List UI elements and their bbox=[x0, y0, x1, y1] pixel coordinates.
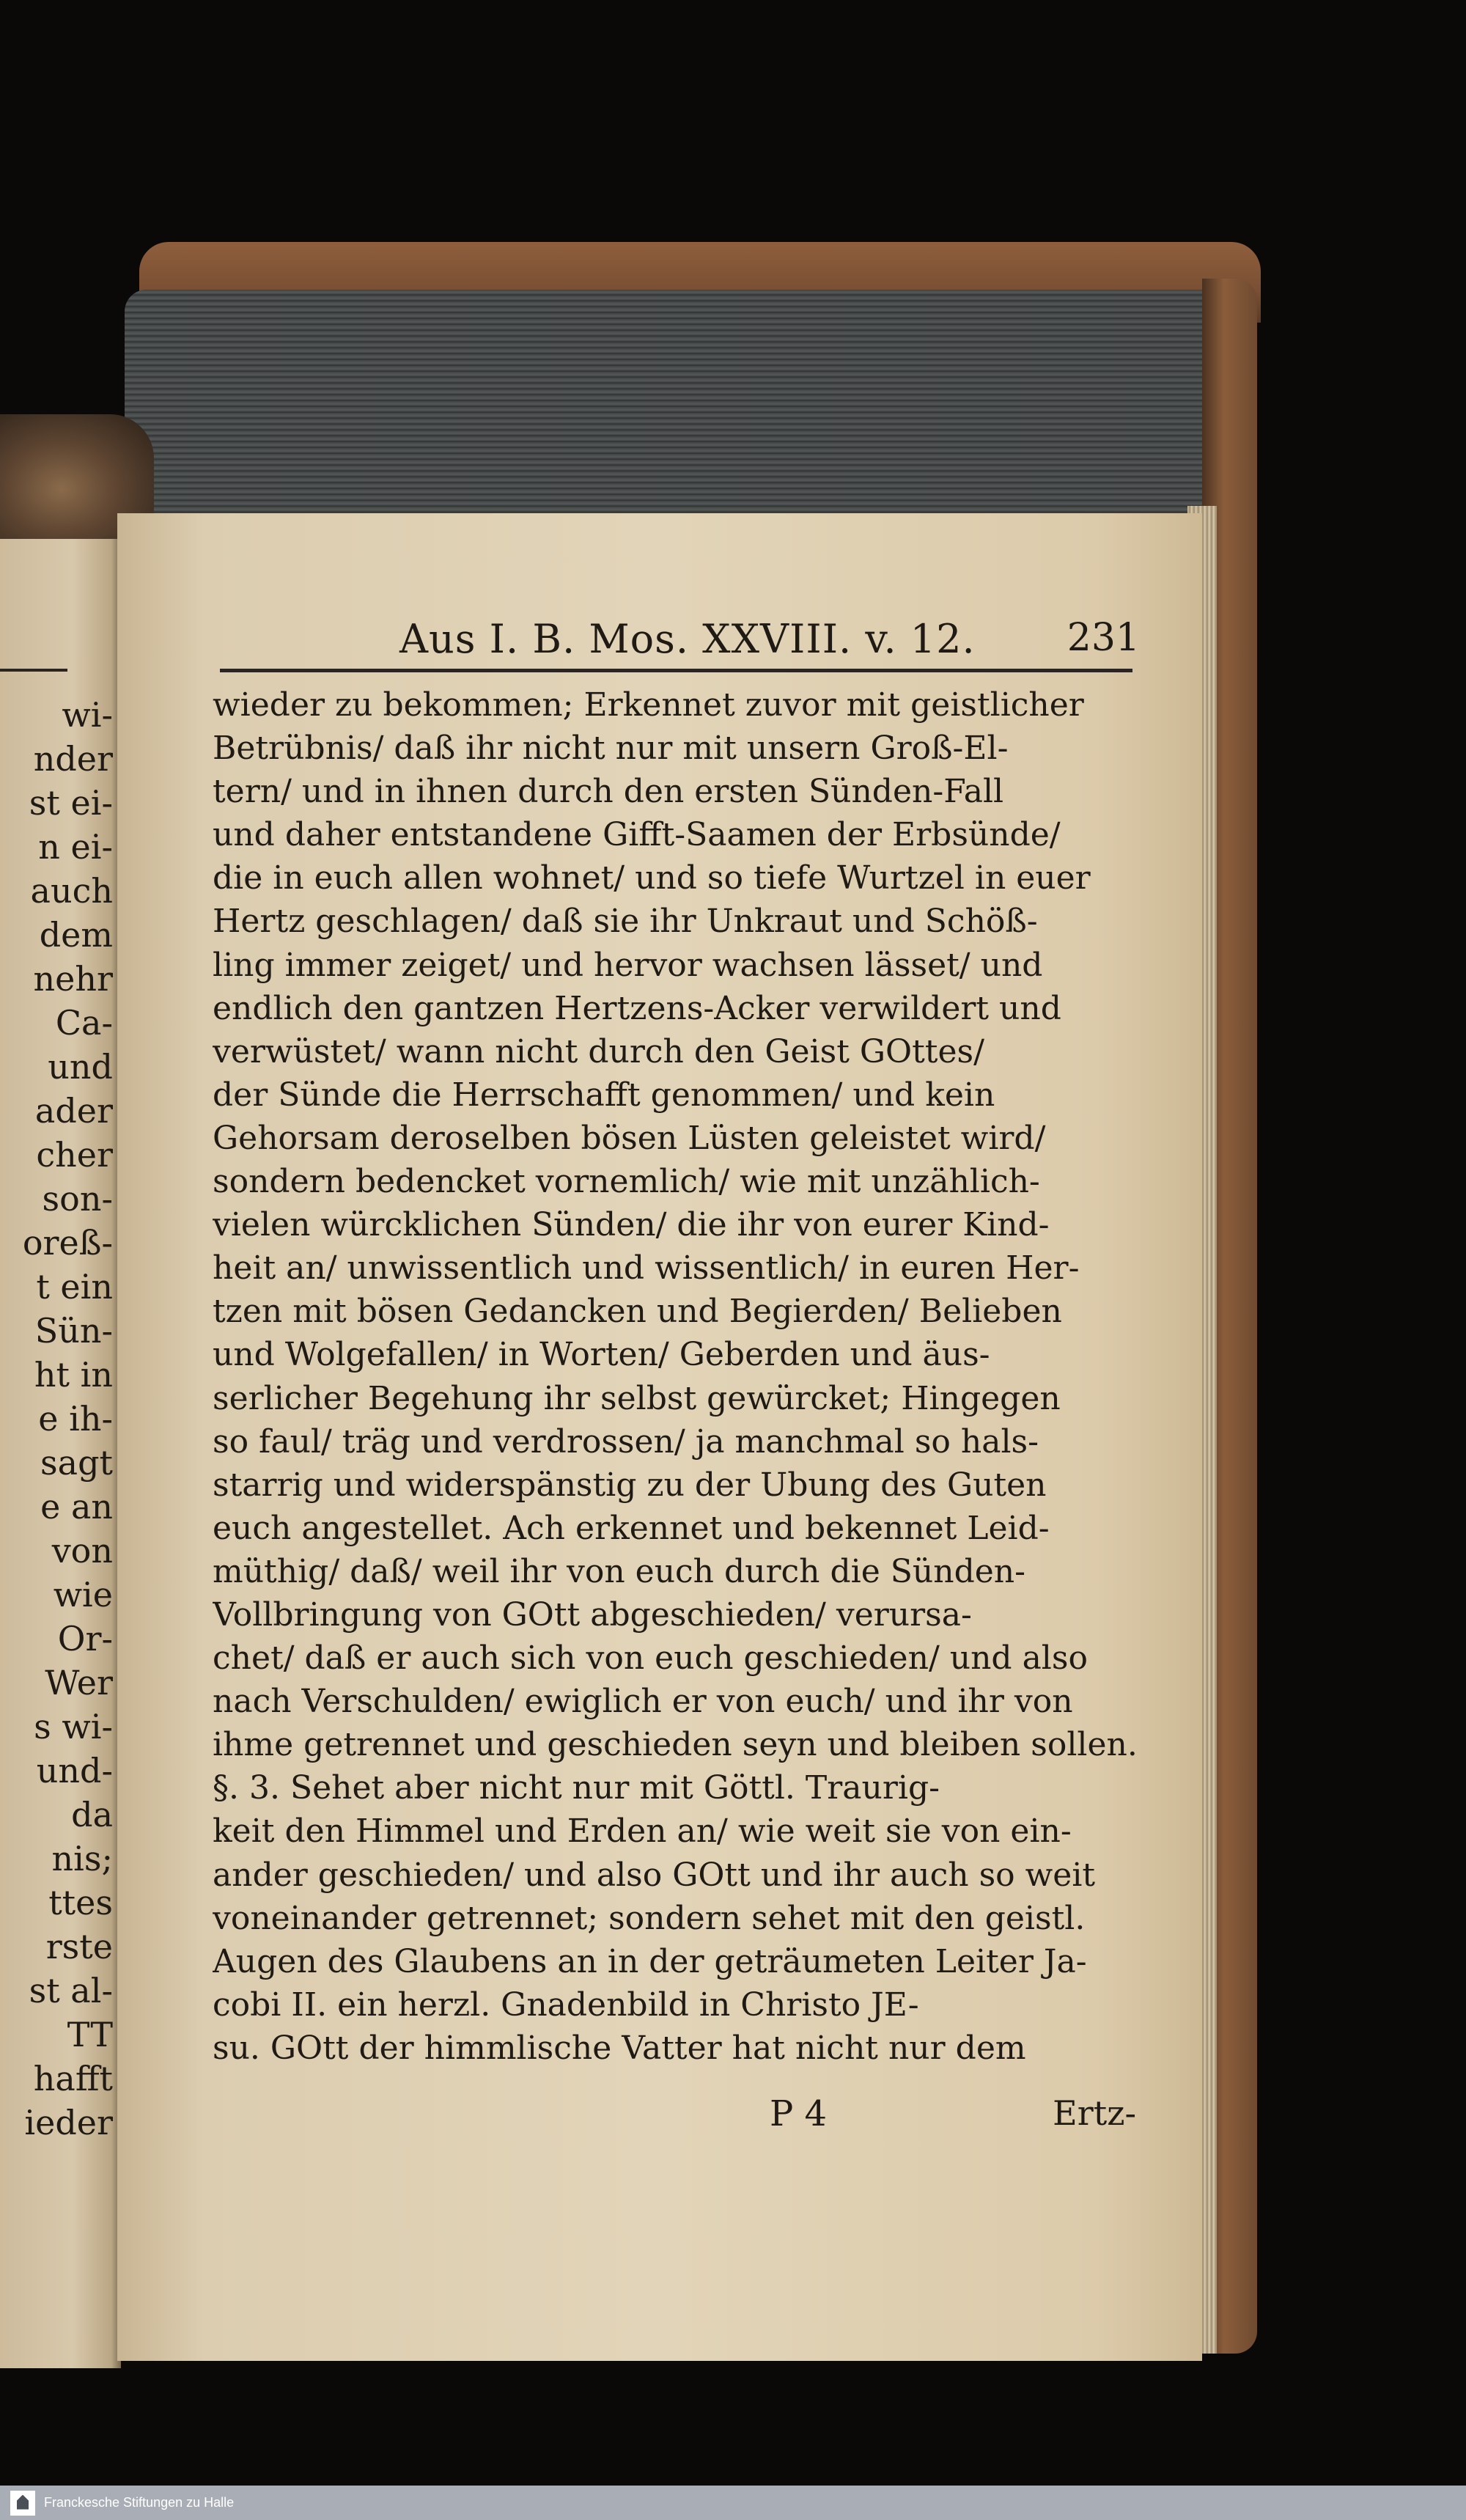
text-line: §. 3. Sehet aber nicht nur mit Göttl. Traurig- bbox=[213, 1769, 940, 1807]
left-page-line: hafft bbox=[33, 2059, 113, 2098]
text-line: keit den Himmel und Erden an/ wie weit sie von ein- bbox=[213, 1812, 1072, 1851]
catchline bbox=[213, 2093, 1136, 2137]
text-line: Betrübnis/ daß ihr nicht nur mit unsern Groß-El- bbox=[213, 730, 1009, 768]
text-line: ling immer zeiget/ und hervor wachsen lässet/ und bbox=[213, 946, 1043, 984]
text-line: Hertz geschlagen/ daß sie ihr Unkraut und Schöß- bbox=[213, 903, 1038, 941]
text-line: der Sünde die Herrschafft genommen/ und kein bbox=[213, 1076, 995, 1114]
footer-credit: Franckesche Stiftungen zu Halle bbox=[44, 2495, 235, 2510]
text-line: verwüstet/ wann nicht durch den Geist GOttes/ bbox=[213, 1032, 984, 1070]
text-line: Augen des Glaubens an in der geträumeten Leiter Ja- bbox=[213, 1942, 1087, 1980]
left-page-line: cher bbox=[36, 1135, 113, 1175]
text-line: serlicher Begehung ihr selbst gewürcket; Hingegen bbox=[213, 1379, 1061, 1417]
text-line: ihme getrennet und geschieden seyn und bleiben sollen. bbox=[213, 1726, 1138, 1764]
head-rule bbox=[220, 669, 1132, 672]
text-line: nach Verschulden/ ewiglich er von euch/ und ihr von bbox=[213, 1683, 1073, 1721]
text-line: sondern bedencket vornemlich/ wie mit unzählich- bbox=[213, 1163, 1040, 1201]
left-page-line: s wi- bbox=[34, 1707, 113, 1746]
left-page-line: ader bbox=[34, 1091, 113, 1131]
left-page-line: e an bbox=[40, 1487, 113, 1527]
left-page-line: da bbox=[71, 1795, 113, 1834]
text-line: voneinander getrennet; sondern sehet mit den geistl. bbox=[213, 1899, 1086, 1937]
running-head-title: Aus I. B. Mos. XXVIII. v. 12. bbox=[399, 616, 976, 662]
text-line: die in euch allen wohnet/ und so tiefe Wurtzel in euer bbox=[213, 859, 1091, 897]
left-page-line: Or- bbox=[57, 1619, 113, 1658]
left-page-line: wie bbox=[53, 1575, 113, 1615]
left-page-line: ttes bbox=[48, 1883, 113, 1922]
text-line: und Wolgefallen/ in Worten/ Geberden und äus- bbox=[213, 1336, 990, 1374]
left-page-line: von bbox=[51, 1531, 113, 1571]
left-page-line: st ei- bbox=[29, 783, 113, 823]
text-line: tzen mit bösen Gedancken und Begierden/ Belieben bbox=[213, 1293, 1062, 1331]
text-line: ander geschieden/ und also GOtt und ihr auch so weit bbox=[213, 1856, 1096, 1894]
left-page-line: Wer bbox=[45, 1663, 113, 1702]
text-line: endlich den gantzen Hertzens-Acker verwildert und bbox=[213, 989, 1061, 1027]
left-page-line: n ei- bbox=[38, 827, 113, 867]
left-page-rule bbox=[0, 669, 67, 672]
left-page-line: Sün- bbox=[34, 1311, 113, 1351]
text-line: starrig und widerspänstig zu der Ubung des Guten bbox=[213, 1466, 1047, 1504]
left-page-line: e ih- bbox=[38, 1399, 113, 1439]
left-page-line: ht in bbox=[34, 1355, 113, 1395]
left-page-line: TT bbox=[67, 2015, 113, 2054]
text-line: Vollbringung von GOtt abgeschieden/ verursa- bbox=[213, 1595, 972, 1634]
left-page-line: ieder bbox=[24, 2103, 113, 2142]
left-page-line: und bbox=[48, 1047, 113, 1087]
text-line: chet/ daß er auch sich von euch geschieden/ und also bbox=[213, 1639, 1088, 1678]
running-head bbox=[290, 616, 1140, 675]
signature-mark: P 4 bbox=[770, 2093, 828, 2134]
left-page-line: st al- bbox=[29, 1971, 113, 2010]
text-line: und daher entstandene Gifft-Saamen der Erbsünde/ bbox=[213, 816, 1061, 854]
text-line: euch angestellet. Ach erkennet und bekennet Leid- bbox=[213, 1509, 1050, 1547]
text-line: vielen würcklichen Sünden/ die ihr von eurer Kind- bbox=[213, 1206, 1050, 1244]
text-line: cobi II. ein herzl. Gnadenbild in Christo JE- bbox=[213, 1985, 919, 2024]
page-number: 231 bbox=[1067, 616, 1140, 660]
left-page-line: und- bbox=[36, 1751, 113, 1790]
catchword: Ertz- bbox=[1053, 2093, 1136, 2133]
body-text bbox=[213, 683, 1158, 2070]
footer-bar bbox=[0, 2486, 1466, 2520]
text-line: so faul/ träg und verdrossen/ ja manchmal so hals- bbox=[213, 1422, 1039, 1461]
left-page-line: sagt bbox=[40, 1443, 113, 1483]
text-line: wieder zu bekommen; Erkennet zuvor mit geistlicher bbox=[213, 686, 1084, 724]
institution-logo-icon bbox=[10, 2491, 35, 2516]
text-line: müthig/ daß/ weil ihr von euch durch die Sünden- bbox=[213, 1552, 1026, 1590]
left-page-line: dem bbox=[39, 915, 113, 955]
left-page-line: Ca- bbox=[55, 1003, 113, 1043]
left-facing-page bbox=[0, 506, 121, 2368]
left-page-line: wi- bbox=[62, 695, 113, 735]
page-block-top-edge bbox=[125, 290, 1224, 532]
left-page-text bbox=[0, 693, 117, 2145]
text-line: heit an/ unwissentlich und wissentlich/ in euren Her- bbox=[213, 1249, 1080, 1287]
left-page-line: auch bbox=[30, 871, 113, 911]
left-page-line: nder bbox=[33, 739, 113, 779]
left-page-line: oreß- bbox=[22, 1223, 113, 1263]
right-page bbox=[117, 513, 1202, 2361]
left-page-line: t ein bbox=[36, 1267, 113, 1307]
left-page-line: rste bbox=[45, 1927, 113, 1966]
text-line: Gehorsam deroselben bösen Lüsten geleistet wird/ bbox=[213, 1119, 1046, 1157]
left-page-line: son- bbox=[42, 1179, 113, 1219]
left-page-line: nehr bbox=[33, 959, 113, 999]
text-line: su. GOtt der himmlische Vatter hat nicht nur dem bbox=[213, 2029, 1026, 2067]
left-page-line: nis; bbox=[51, 1839, 113, 1878]
text-line: tern/ und in ihnen durch den ersten Sünden-Fall bbox=[213, 773, 1004, 811]
